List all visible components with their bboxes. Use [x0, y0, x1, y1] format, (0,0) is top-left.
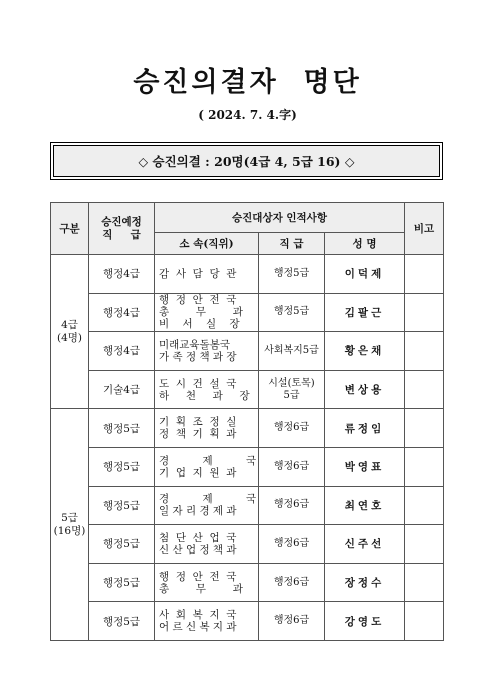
- planned-rank-cell: 행정5급: [89, 525, 155, 564]
- planned-rank-cell: 행정4급: [89, 255, 155, 294]
- planned-rank-cell: 행정5급: [89, 563, 155, 602]
- current-rank-cell: 행정6급: [259, 409, 325, 448]
- table-row: [51, 255, 444, 294]
- remark-cell: [405, 525, 444, 564]
- affiliation-cell: 행 정 안 전 국 총 무 과: [155, 563, 259, 602]
- table-row: [51, 332, 444, 371]
- current-rank-cell: 행정6급: [259, 602, 325, 641]
- header-remarks: 비고: [405, 203, 444, 255]
- group-label: 5급 (16명): [51, 409, 89, 641]
- decision-date: ( 2024. 7. 4.字): [198, 108, 297, 122]
- table-row: [51, 370, 444, 409]
- remark-cell: [405, 409, 444, 448]
- header-affiliation: 소 속(직위): [155, 233, 259, 255]
- current-rank-cell: 행정5급: [259, 293, 325, 332]
- current-rank-cell: 사회복지5급: [259, 332, 325, 371]
- summary-box: [50, 142, 443, 180]
- planned-rank-cell: 기술4급: [89, 370, 155, 409]
- name-cell: 이덕제: [325, 255, 405, 294]
- name-cell: 강영도: [325, 602, 405, 641]
- name-cell: 박영표: [325, 447, 405, 486]
- affiliation-cell: 첨 단 산 업 국 신 산 업 정 책 과: [155, 525, 259, 564]
- table-row: [51, 293, 444, 332]
- affiliation-cell: 사 회 복 지 국 어 르 신 복 지 과: [155, 602, 259, 641]
- header-group: 구분: [51, 203, 89, 255]
- page-title: 승진의결자 명단: [133, 67, 362, 98]
- affiliation-cell: 감 사 담 당 관: [155, 255, 259, 294]
- affiliation-cell: 경 제 국 기 업 지 원 과: [155, 447, 259, 486]
- remark-cell: [405, 563, 444, 602]
- affiliation-cell: 미래교육돌봄국 가 족 정 책 과 장: [155, 332, 259, 371]
- table-row: [51, 409, 444, 448]
- affiliation-cell: 도 시 건 설 국 하 천 과 장: [155, 370, 259, 409]
- table-row: [51, 486, 444, 525]
- summary-text: ◇ 승진의결 : 20명(4급 4, 5급 16) ◇: [53, 145, 440, 177]
- current-rank-cell: 행정5급: [259, 255, 325, 294]
- remark-cell: [405, 370, 444, 409]
- header-name: 성 명: [325, 233, 405, 255]
- name-cell: 신주선: [325, 525, 405, 564]
- table-row: [51, 447, 444, 486]
- remark-cell: [405, 486, 444, 525]
- current-rank-cell: 행정6급: [259, 563, 325, 602]
- name-cell: 황은채: [325, 332, 405, 371]
- promotion-table: [50, 202, 444, 641]
- header-rank: 직 급: [259, 233, 325, 255]
- remark-cell: [405, 332, 444, 371]
- current-rank-cell: 행정6급: [259, 486, 325, 525]
- current-rank-cell: 시설(토목) 5급: [259, 370, 325, 409]
- affiliation-cell: 행 정 안 전 국 총 무 과 비 서 실 장: [155, 293, 259, 332]
- affiliation-cell: 기 획 조 정 실 정 책 기 획 과: [155, 409, 259, 448]
- planned-rank-cell: 행정5급: [89, 602, 155, 641]
- planned-rank-cell: 행정5급: [89, 447, 155, 486]
- remark-cell: [405, 293, 444, 332]
- remark-cell: [405, 255, 444, 294]
- name-cell: 김팔근: [325, 293, 405, 332]
- table-row: [51, 525, 444, 564]
- table-row: [51, 602, 444, 641]
- remark-cell: [405, 447, 444, 486]
- planned-rank-cell: 행정5급: [89, 486, 155, 525]
- current-rank-cell: 행정6급: [259, 447, 325, 486]
- header-candidate-info: 승진대상자 인적사항: [155, 203, 405, 233]
- name-cell: 변상용: [325, 370, 405, 409]
- name-cell: 류정임: [325, 409, 405, 448]
- planned-rank-cell: 행정4급: [89, 293, 155, 332]
- remark-cell: [405, 602, 444, 641]
- name-cell: 장정수: [325, 563, 405, 602]
- header-planned-rank: 승진예정 직 급: [89, 203, 155, 255]
- name-cell: 최연호: [325, 486, 405, 525]
- affiliation-cell: 경 제 국 일 자 리 경 제 과: [155, 486, 259, 525]
- group-label: 4급 (4명): [51, 255, 89, 409]
- planned-rank-cell: 행정5급: [89, 409, 155, 448]
- current-rank-cell: 행정6급: [259, 525, 325, 564]
- planned-rank-cell: 행정4급: [89, 332, 155, 371]
- table-row: [51, 563, 444, 602]
